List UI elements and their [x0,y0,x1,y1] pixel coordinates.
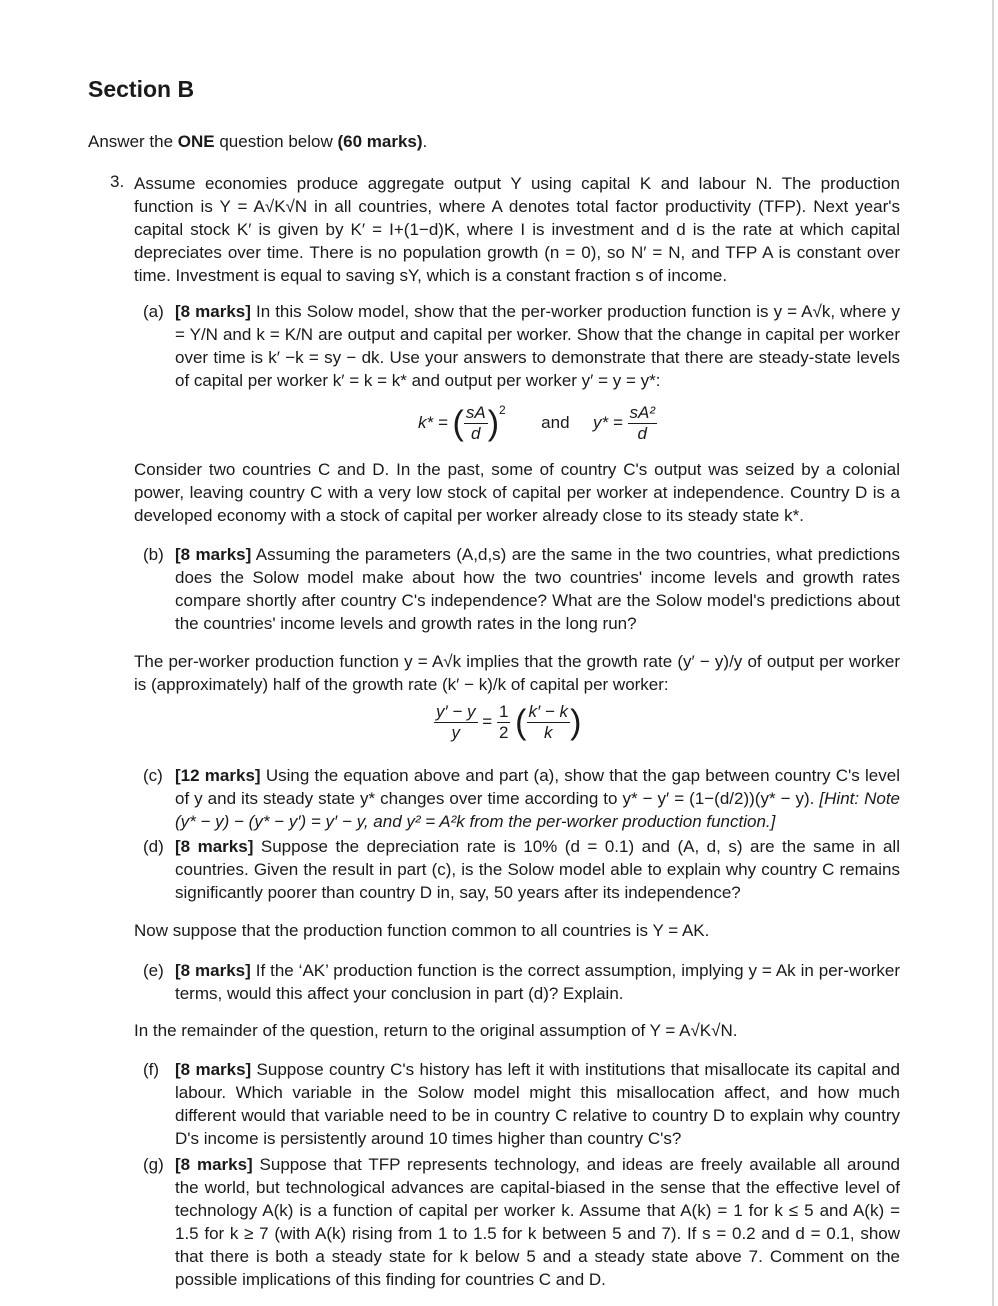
part-c-hint: [Hint: Note (y* − y) − (y* − y′) = y′ − y, and y² = A²k from the per-worker production function.] [175,789,901,831]
kstar-fraction [464,403,488,444]
question-intro: Assume economies produce aggregate output Y using capital K and labour N. The production function is Y = A√K√N in all countries, where A denotes total factor productivity (TFP). Next year's capital stock K′ is given by K′ = I+(1−d)K, where I is investment and d is the rate at which capital depreciates over time. There is no population growth (n = 0), so N′ = N, and TFP A is constant over time. Investment is equal to saving sY, which is a constant fraction s of income. [134,174,900,285]
part-f-marks: [8 marks] [175,1060,252,1079]
half-fraction [497,702,510,743]
part-g-label: (g) [143,1155,164,1174]
growth-equation [434,702,581,743]
part-d-text: Suppose the depreciation rate is 10% (d = 0.1) and (A, d, s) are the same in all countries. Given the result in part (c), is the Solow model able to explain why country C remains significantly poorer than country D in, say, 50 years after its independence? [175,837,900,902]
kstar-numerator: sA [465,403,486,423]
part-e-label: (e) [143,961,164,980]
part-a-text: In this Solow model, show that the per-worker production function is y = A√k, where y = Y/N and k = K/N are output and capital per worker. Show that the change in capital per worker over time is k′ −k = sy − dk. Use your answers to demonstrate that there are steady-state levels of capital per worker k′ = k = k* and output per worker y′ = y = y*: [175,302,900,390]
ystar-fraction [628,403,658,444]
part-g [175,1153,900,1291]
question-number: 3. [110,172,125,191]
steady-state-equation [418,400,657,444]
and-word: and [541,413,570,432]
part-b-label: (b) [143,545,164,564]
ystar-lhs: y* = [593,413,623,432]
ystar-denominator: d [637,424,648,444]
part-a-label: (a) [143,302,164,321]
kstar-denominator: d [471,424,481,444]
paragraph-growth: The per-worker production function y = A√k implies that the growth rate (y′ − y)/y of output per worker is (approximately) half of the growth rate (k′ − k)/k of capital per worker: [134,652,900,694]
part-f [175,1058,900,1150]
left-paren: ( [452,404,464,443]
right-paren: ) [570,703,582,742]
instruction-one: ONE [177,132,215,151]
part-f-label: (f) [143,1060,160,1079]
ystar-numerator: sA² [629,403,656,423]
growth-lhs-denominator: y [451,723,461,742]
growth-rhs-denominator: k [544,723,553,742]
part-a-marks: [8 marks] [175,302,251,321]
paragraph-ak: Now suppose that the production function common to all countries is Y = AK. [134,921,710,940]
part-b-text: Assuming the parameters (A,d,s) are the same in the two countries, what predictions does the Solow model make about how the two countries' income levels and growth rates compare shortly after country C's independence? What are the Solow model's predictions about the countries' income levels and growth rates in the long run? [175,545,900,633]
part-c-marks: [12 marks] [175,766,261,785]
half-denominator: 2 [498,723,509,742]
part-d-marks: [8 marks] [175,837,254,856]
instruction [88,132,427,152]
part-b [175,543,900,635]
part-c-label: (c) [143,766,163,785]
kstar-exponent: 2 [499,403,506,417]
part-f-text: Suppose country C's history has left it with institutions that misallocate its capital and labour. Which variable in the Solow model might this misallocation affect, and how much different would that variable need to be in country C relative to country D to explain why country D's income is persistently around 10 times higher than country C's? [175,1060,900,1148]
right-paren: ) [487,404,500,443]
growth-lhs-numerator: y′ − y [436,702,476,721]
growth-lhs-fraction [434,702,478,743]
part-a [175,300,900,392]
instruction-pre: Answer the [88,132,178,151]
part-e-text: If the ‘AK’ production function is the correct assumption, implying y = Ak in per-worker terms, would this affect your conclusion in part (d)? Explain. [175,961,900,1003]
growth-rhs-fraction [527,702,571,743]
growth-rhs-numerator: k′ − k [528,702,569,721]
part-d [175,835,900,904]
part-g-text: Suppose that TFP represents technology, and ideas are freely available all around the world, but technological advances are capital-biased in the sense that the effective level of technology A(k) is a function of capital per worker k. Assume that A(k) = 1 for k ≤ 5 and A(k) = 1.5 for k ≥ 7 (with A(k) rising from 1 to 1.5 for k between 5 and 7). If s = 0.2 and d = 0.1, show that there is both a steady state for k below 5 and a steady state above 7. Comment on the possible implications of this finding for countries C and D. [175,1155,900,1289]
part-c-text: Using the equation above and part (a), show that the gap between country C's level of y and its steady state y* changes over time according to y* − y′ = (1−(d/2))(y* − y). [175,766,900,808]
half-numerator: 1 [498,702,509,721]
paragraph-return: In the remainder of the question, return to the original assumption of Y = A√K√N. [134,1021,738,1040]
part-d-label: (d) [143,837,164,856]
part-e-marks: [8 marks] [175,961,251,980]
section-title: Section B [88,76,195,102]
part-e [175,959,900,1005]
left-paren: ( [515,703,527,742]
kstar-lhs: k* = [418,413,448,432]
equals-sign: = [482,711,493,731]
instruction-mid: question below [214,132,338,151]
part-g-marks: [8 marks] [175,1155,253,1174]
instruction-post: . [422,132,428,151]
paragraph-countries: Consider two countries C and D. In the past, some of country C's output was seized by a colonial power, leaving country C with a very low stock of capital per worker at independence. Country D is a developed economy with a stock of capital per worker already close to its steady state k*. [134,460,900,525]
part-c [175,764,900,833]
part-b-marks: [8 marks] [175,545,252,564]
instruction-marks: (60 marks) [337,132,423,151]
page-edge [992,0,994,1306]
